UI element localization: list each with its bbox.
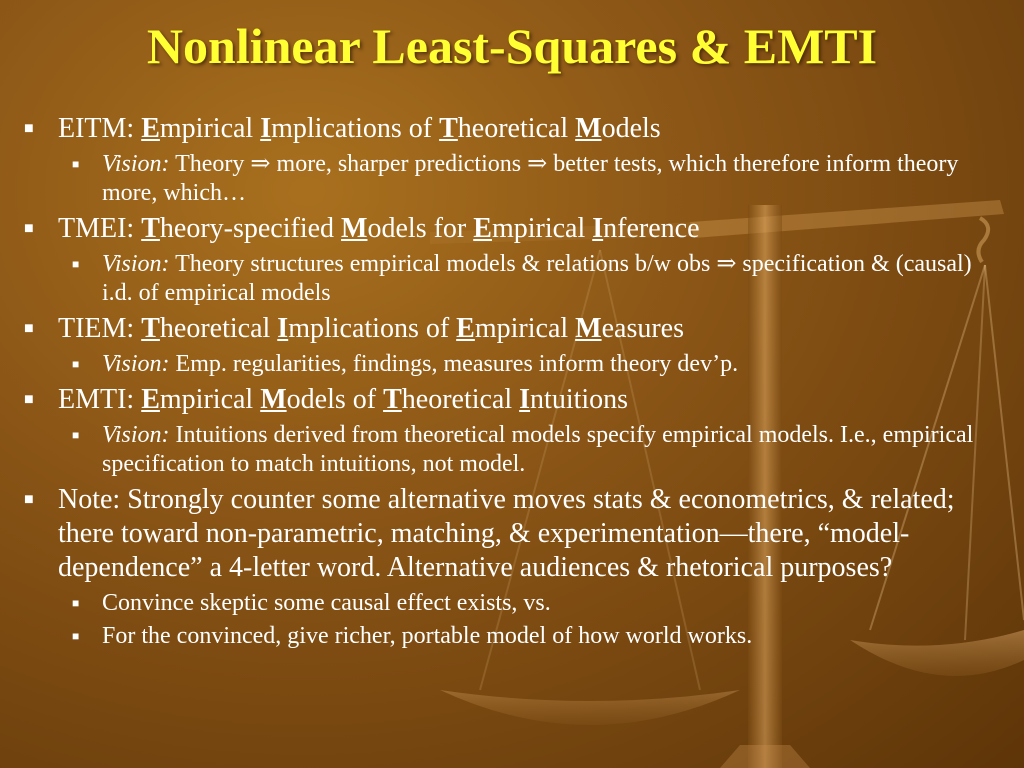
acronym-letter: T bbox=[141, 213, 160, 244]
word-rest: heoretical bbox=[457, 113, 576, 144]
sub-bullet-tmei-vision bbox=[20, 250, 990, 308]
word-rest: odels for bbox=[367, 213, 474, 244]
acronym-letter: I bbox=[519, 384, 531, 415]
word-rest: ntuitions bbox=[530, 384, 629, 415]
vision-text: Emp. regularities, findings, measures inform theory dev’p. bbox=[169, 351, 739, 377]
vision-text: Theory ⇒ more, sharper predictions ⇒ better tests, which therefore inform theory more, which… bbox=[102, 151, 959, 206]
word-rest: mpirical bbox=[491, 213, 593, 244]
sub-bullet-note-skeptic bbox=[20, 589, 990, 618]
acronym-letter: E bbox=[473, 213, 492, 244]
acronym-letter: I bbox=[277, 313, 289, 344]
word-rest: heoretical bbox=[401, 384, 520, 415]
acronym-letter: M bbox=[260, 384, 287, 415]
note-sub-text: Convince skeptic some causal effect exists, vs. bbox=[102, 590, 551, 616]
bullet-tmei bbox=[20, 212, 990, 246]
square-bullet-icon: ■ bbox=[72, 428, 80, 442]
sub-bullet-note-convinced bbox=[20, 622, 990, 651]
square-bullet-icon: ■ bbox=[24, 220, 34, 237]
note-text: Note: Strongly counter some alternative moves stats & econometrics, & related; there toward non-parametric, matching, & experimentation—there, “model-dependence” a 4-letter word. Alternative audiences & rhetorical purposes? bbox=[58, 484, 955, 583]
square-bullet-icon: ■ bbox=[72, 357, 80, 371]
bullet-prefix: TMEI: bbox=[58, 213, 142, 244]
word-rest: mplications of bbox=[271, 113, 440, 144]
vision-label: Vision: bbox=[102, 351, 170, 377]
square-bullet-icon: ■ bbox=[24, 491, 34, 508]
square-bullet-icon: ■ bbox=[24, 120, 34, 137]
acronym-letter: E bbox=[141, 384, 160, 415]
bullet-prefix: TIEM: bbox=[58, 313, 142, 344]
bullet-prefix: EITM: bbox=[58, 113, 142, 144]
note-sub-text: For the convinced, give richer, portable model of how world works. bbox=[102, 623, 753, 649]
acronym-letter: T bbox=[141, 313, 160, 344]
word-rest: odels bbox=[601, 113, 661, 144]
vision-text: Intuitions derived from theoretical models specify empirical models. I.e., empirical specification to match intuitions, not model. bbox=[102, 422, 974, 477]
bullet-emti bbox=[20, 383, 990, 417]
word-rest: mpirical bbox=[474, 313, 576, 344]
acronym-letter: I bbox=[592, 213, 604, 244]
word-rest: easures bbox=[601, 313, 684, 344]
acronym-letter: M bbox=[341, 213, 368, 244]
square-bullet-icon: ■ bbox=[24, 391, 34, 408]
square-bullet-icon: ■ bbox=[72, 629, 80, 643]
word-rest: mpirical bbox=[159, 113, 261, 144]
bullet-note bbox=[20, 483, 990, 585]
acronym-letter: T bbox=[439, 113, 458, 144]
vision-text: Theory structures empirical models & relations b/w obs ⇒ specification & (causal) i.d. of empirical models bbox=[102, 251, 972, 306]
acronym-letter: M bbox=[575, 113, 602, 144]
square-bullet-icon: ■ bbox=[72, 257, 80, 271]
vision-label: Vision: bbox=[102, 151, 170, 177]
word-rest: mplications of bbox=[288, 313, 457, 344]
sub-bullet-eitm-vision bbox=[20, 150, 990, 208]
vision-label: Vision: bbox=[102, 251, 170, 277]
square-bullet-icon: ■ bbox=[72, 596, 80, 610]
bullet-eitm bbox=[20, 112, 990, 146]
acronym-letter: M bbox=[575, 313, 602, 344]
word-rest: nference bbox=[603, 213, 700, 244]
bullet-prefix: EMTI: bbox=[58, 384, 142, 415]
acronym-letter: T bbox=[383, 384, 402, 415]
word-rest: heoretical bbox=[159, 313, 278, 344]
word-rest: mpirical bbox=[159, 384, 261, 415]
word-rest: odels of bbox=[286, 384, 384, 415]
acronym-letter: I bbox=[260, 113, 272, 144]
square-bullet-icon: ■ bbox=[24, 320, 34, 337]
vision-label: Vision: bbox=[102, 422, 170, 448]
sub-bullet-emti-vision bbox=[20, 421, 990, 479]
bullet-list bbox=[20, 112, 990, 655]
acronym-letter: E bbox=[456, 313, 475, 344]
slide-title: Nonlinear Least-Squares & EMTI bbox=[146, 18, 878, 74]
square-bullet-icon: ■ bbox=[72, 157, 80, 171]
bullet-tiem bbox=[20, 312, 990, 346]
sub-bullet-tiem-vision bbox=[20, 350, 990, 379]
acronym-letter: E bbox=[141, 113, 160, 144]
word-rest: heory-specified bbox=[159, 213, 342, 244]
